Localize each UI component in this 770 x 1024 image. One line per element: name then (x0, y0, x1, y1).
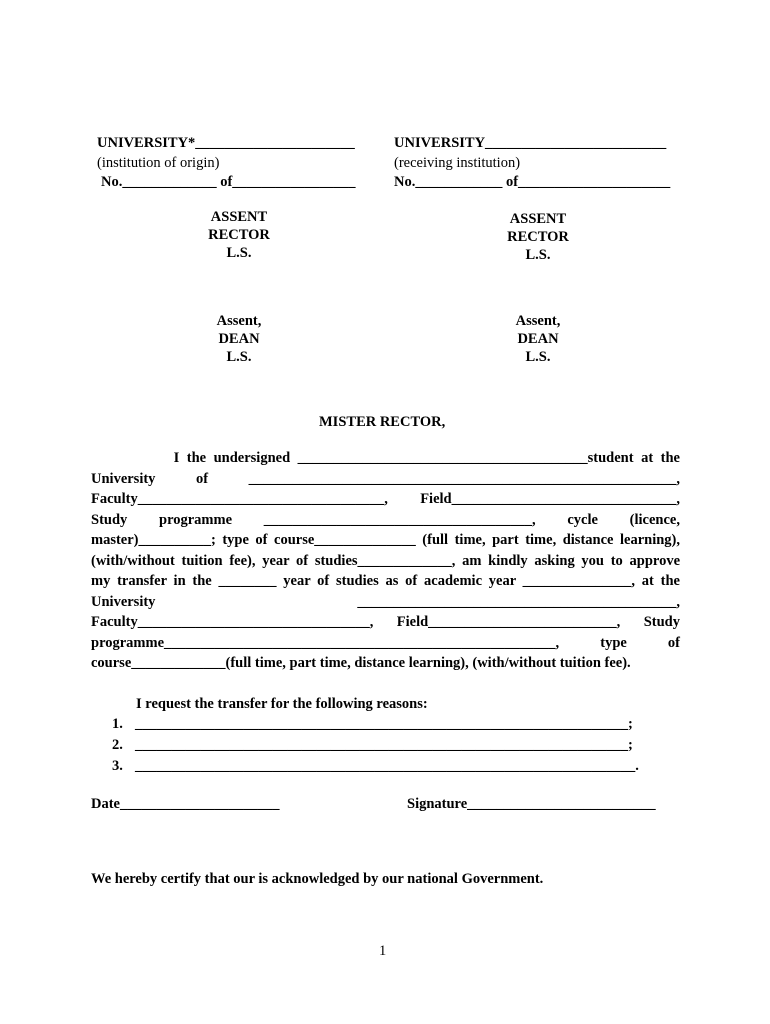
right-dean-label: DEAN (517, 331, 559, 347)
reason-field[interactable]: ____________________________________________________________________; (135, 737, 633, 753)
body-line: master)__________; type of course______________ (full time, part time, distance learning), (91, 532, 680, 548)
signature-field[interactable]: Signature__________________________ (407, 796, 656, 812)
body-line: University ____________________________________________, (91, 593, 680, 610)
reason-number: 3. (112, 758, 123, 774)
left-dean-label: DEAN (218, 331, 260, 347)
right-rector-seal: L.S. (525, 247, 551, 263)
receiving-institution-note: (receiving institution) (394, 155, 521, 171)
right-dean-assent: Assent, (515, 313, 561, 329)
receiving-university-line: UNIVERSITY_________________________ (394, 135, 667, 151)
body-line: Faculty__________________________________, Field_______________________________, (91, 491, 680, 507)
reasons-intro: I request the transfer for the following reasons: (136, 696, 428, 712)
right-rector-assent: ASSENT (509, 211, 567, 227)
body-line: University of ___________________________________________________________, (91, 470, 680, 487)
body-line: I the undersigned ________________________________________student at the (91, 450, 680, 466)
left-dean-assent: Assent, (216, 313, 262, 329)
left-rector-label: RECTOR (208, 227, 270, 243)
body-line: Study programme _____________________________________, cycle (licence, (91, 511, 680, 528)
reason-number: 1. (112, 716, 123, 732)
certification-statement: We hereby certify that our is acknowledged by our national Government. (91, 871, 544, 887)
origin-institution-note: (institution of origin) (97, 155, 220, 171)
body-line: (with/without tuition fee), year of studies_____________, am kindly asking you to approve (91, 552, 680, 569)
receiving-number-line: No.____________ of_____________________ (394, 174, 671, 190)
body-line: course_____________(full time, part time, distance learning), (with/without tuition fee). (91, 655, 631, 671)
left-rector-seal: L.S. (226, 245, 252, 261)
left-rector-assent: ASSENT (210, 209, 268, 225)
date-field[interactable]: Date______________________ (91, 796, 280, 812)
body-line: Faculty________________________________, Field__________________________, Study (91, 614, 680, 630)
origin-university-line: UNIVERSITY*______________________ (97, 135, 355, 151)
page-number: 1 (379, 943, 387, 959)
reason-number: 2. (112, 737, 123, 753)
body-line: programme______________________________________________________, type of (91, 634, 680, 651)
reason-field[interactable]: ____________________________________________________________________; (135, 716, 633, 732)
right-rector-label: RECTOR (507, 229, 569, 245)
body-line: my transfer in the ________ year of studies as of academic year _______________, at the (91, 573, 680, 589)
reason-field[interactable]: _____________________________________________________________________. (135, 758, 639, 774)
right-dean-seal: L.S. (525, 349, 551, 365)
left-dean-seal: L.S. (226, 349, 252, 365)
salutation: MISTER RECTOR, (319, 414, 446, 430)
origin-number-line: No._____________ of_________________ (101, 174, 356, 190)
